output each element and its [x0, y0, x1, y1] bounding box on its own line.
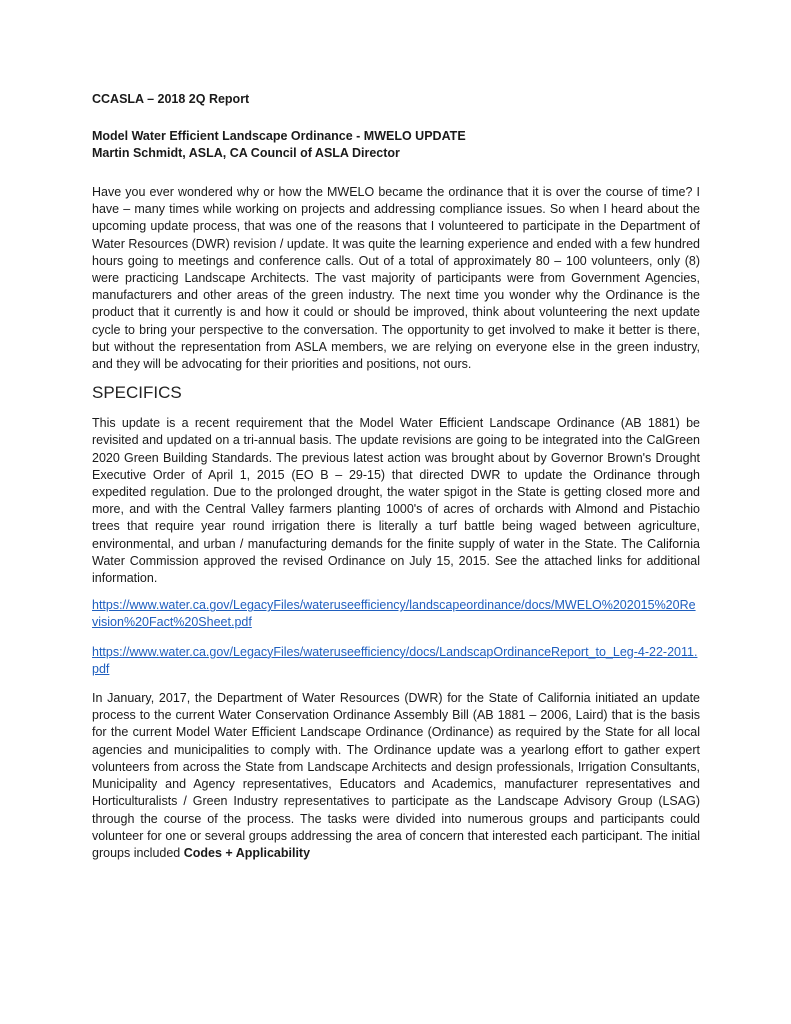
article-byline: Martin Schmidt, ASLA, CA Council of ASLA Director	[92, 146, 400, 160]
document-page	[92, 92, 700, 872]
link-mwelo-fact-sheet[interactable]: https://www.water.ca.gov/LegacyFiles/wateruseefficiency/landscapeordinance/docs/MWELO%202015%20Revision%20Fact%20Sheet.pdf	[92, 598, 696, 630]
article-heading: Model Water Efficient Landscape Ordinance - MWELO UPDATE	[92, 129, 466, 143]
article-header	[92, 128, 700, 162]
process-bold-text: Codes + Applicability	[183, 845, 311, 860]
link-ordinance-report[interactable]: https://www.water.ca.gov/LegacyFiles/wateruseefficiency/docs/LandscapOrdinanceReport_to_Leg-4-22-2011.pdf	[92, 644, 698, 676]
intro-paragraph: Have you ever wondered why or how the MWELO became the ordinance that it is over the course of time? I have – many times while working on projects and addressing compliance issues. So when I heard about the upcoming update process, that was one of the reasons that I volunteered to participate in the Department of Water Resources (DWR) revision / update. It was quite the learning experience and ended with a few hundred hours going to meetings and conference calls. Out of a total of approximately 80 – 100 volunteers, only (8) were practicing Landscape Architects. The vast majority of participants were from Government Agencies, manufacturers and other areas of the green industry. The next time you wonder why the Ordinance is the product that it currently is and how it could or should be improved, think about volunteering the next update cycle to bring your perspective to the conversation. The opportunity to get involved to make it better is there, but without the representation from ASLA members, we are relying on everyone else in the green industry, and they will be advocating for their priorities and positions, not ours.	[92, 185, 700, 372]
section-title-specifics: SPECIFICS	[92, 383, 182, 403]
process-text: In January, 2017, the Department of Water Resources (DWR) for the State of California initiated an update process to the current Water Conservation Ordinance Assembly Bill (AB 1881 – 2006, Laird) that is the basis for the current Model Water Efficient Landscape Ordinance (Ordinance) as required by the State for all local agencies and municipalities to comply with. The Ordinance update was a yearlong effort to gather expert volunteers from across the State from Landscape Architects and design professionals, Irrigation Consultants, Municipality and Agency representatives, Educators and Academics, manufacturer representatives and Horticulturalists / Green Industry representatives to participate as the Landscape Advisory Group (LSAG) through the course of the process. The tasks were divided into numerous groups and participants could volunteer for one or several groups addressing the area of concern that interested each participant. The initial groups included	[92, 691, 700, 860]
process-paragraph	[92, 690, 700, 862]
specifics-paragraph: This update is a recent requirement that the Model Water Efficient Landscape Ordinance (AB 1881) be revisited and updated on a tri-annual basis. The update revisions are going to be integrated into the CalGreen 2020 Green Building Standards. The previous latest action was brought about by Governor Brown's Drought Executive Order of April 1, 2015 (EO B – 29-15) that directed DWR to update the Ordinance through expedited regulation. Due to the prolonged drought, the water spigot in the State is getting closed more and more, and with the Central Valley farmers planting 1000's of acres of orchards with Almond and Pistachio trees that require year round irrigation there is literally a turf battle being waged between agriculture, environmental, and urban / manufacturing demands for the finite supply of water in the State. The California Water Commission approved the revised Ordinance on July 15, 2015. See the attached links for additional information.	[92, 416, 700, 586]
report-title: CCASLA – 2018 2Q Report	[92, 92, 250, 106]
